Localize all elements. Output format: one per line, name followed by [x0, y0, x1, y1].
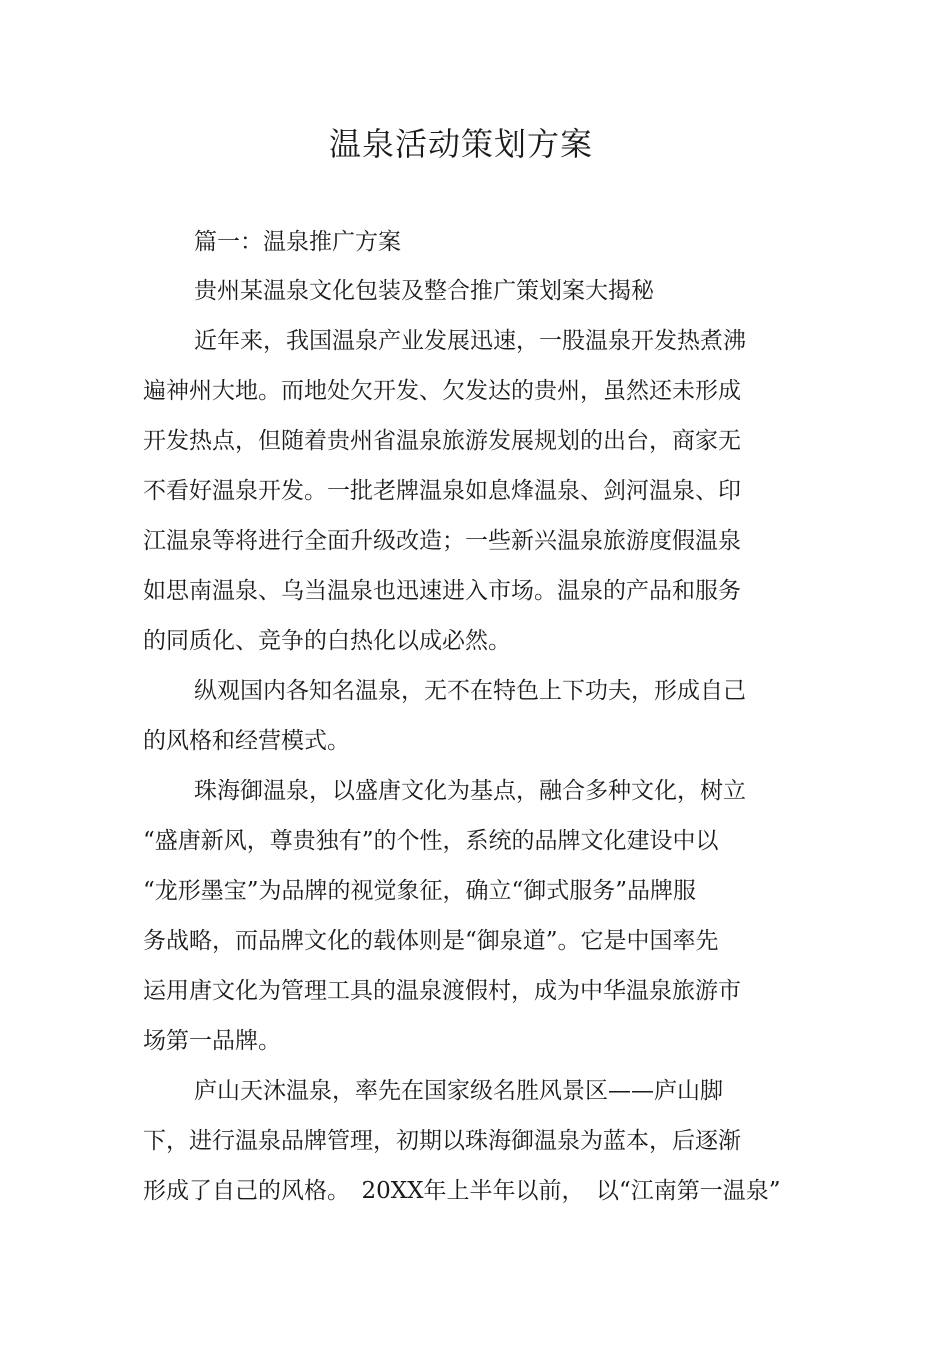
paragraph-line: 务战略，而品牌文化的载体则是“御泉道”。它是中国率先	[143, 928, 719, 954]
paragraph-line: 的同质化、竞争的白热化以成必然。	[143, 628, 511, 654]
section-heading: 篇一：温泉推广方案	[194, 229, 401, 255]
paragraph-line: 场第一品牌。	[143, 1028, 281, 1054]
paragraph-line: 珠海御温泉，以盛唐文化为基点，融合多种文化，树立	[194, 778, 746, 804]
paragraph-line: 运用唐文化为管理工具的温泉渡假村，成为中华温泉旅游市	[143, 978, 741, 1004]
paragraph-line: “龙形墨宝”为品牌的视觉象征，确立“御式服务”品牌服	[143, 878, 697, 904]
paragraph-line: 开发热点，但随着贵州省温泉旅游发展规划的出台，商家无	[143, 428, 741, 454]
document-title: 温泉活动策划方案	[328, 125, 593, 163]
paragraph-line: 下，进行温泉品牌管理，初期以珠海御温泉为蓝本，后逐渐	[143, 1128, 741, 1154]
paragraph-line: 纵观国内各知名温泉，无不在特色上下功夫，形成自己	[194, 678, 746, 704]
paragraph-line: 如思南温泉、乌当温泉也迅速进入市场。温泉的产品和服务	[143, 578, 741, 604]
paragraph-line: “盛唐新风，尊贵独有”的个性，系统的品牌文化建设中以	[143, 828, 719, 854]
subtitle-line: 贵州某温泉文化包装及整合推广策划案大揭秘	[194, 278, 654, 304]
paragraph-line: 遍神州大地。而地处欠开发、欠发达的贵州，虽然还未形成	[143, 378, 741, 404]
paragraph-line: 近年来，我国温泉产业发展迅速，一股温泉开发热煮沸	[194, 328, 746, 354]
paragraph-line: 形成了自己的风格。 20XX年上半年以前， 以“江南第一温泉”	[143, 1178, 781, 1204]
paragraph-line: 江温泉等将进行全面升级改造；一些新兴温泉旅游度假温泉	[143, 528, 741, 554]
paragraph-line: 庐山天沐温泉，率先在国家级名胜风景区——庐山脚	[194, 1078, 723, 1104]
paragraph-line: 不看好温泉开发。一批老牌温泉如息烽温泉、剑河温泉、印	[143, 478, 741, 504]
paragraph-line: 的风格和经营模式。	[143, 728, 350, 754]
